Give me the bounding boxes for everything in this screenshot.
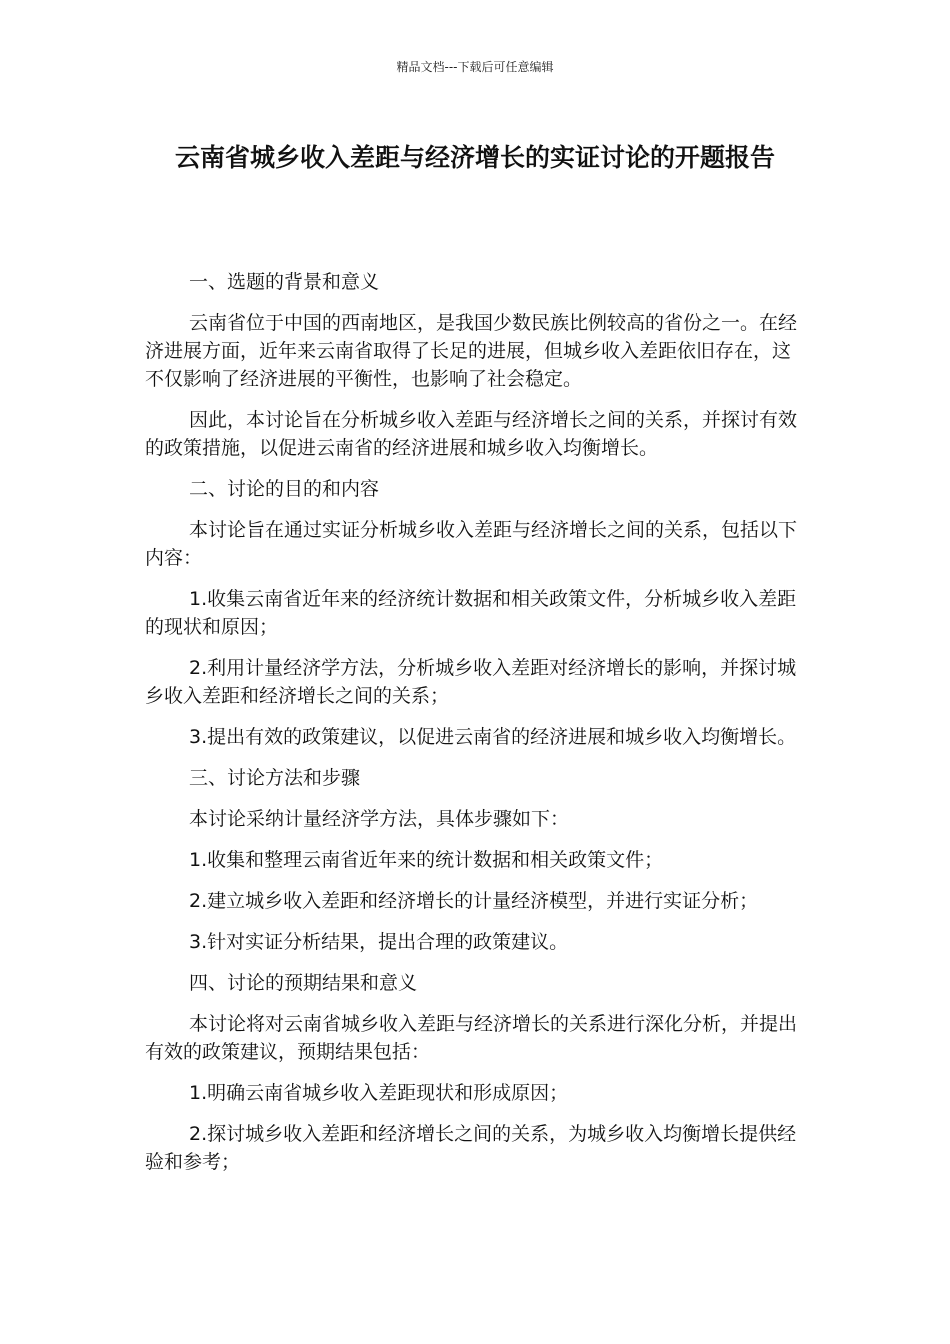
list-item: 1.明确云南省城乡收入差距现状和形成原因； <box>189 1082 569 1104</box>
paragraph: 本讨论将对云南省城乡收入差距与经济增长的关系进行深化分析，并提出有效的政策建议，预期结果包括： <box>145 1013 798 1063</box>
paragraph: 因此，本讨论旨在分析城乡收入差距与经济增长之间的关系，并探讨有效的政策措施，以促进云南省的经济进展和城乡收入均衡增长。 <box>145 409 798 459</box>
paragraph: 云南省位于中国的西南地区，是我国少数民族比例较高的省份之一。在经济进展方面，近年来云南省取得了长足的进展，但城乡收入差距依旧存在，这不仅影响了经济进展的平衡性，也影响了社会稳定。 <box>145 312 798 390</box>
list-item: 2.建立城乡收入差距和经济增长的计量经济模型，并进行实证分析； <box>189 890 759 912</box>
paragraph: 本讨论采纳计量经济学方法，具体步骤如下： <box>189 808 570 830</box>
section-heading-4: 四、讨论的预期结果和意义 <box>189 972 418 994</box>
list-item: 3.针对实证分析结果，提出合理的政策建议。 <box>189 931 569 953</box>
list-item: 2.利用计量经济学方法，分析城乡收入差距对经济增长的影响，并探讨城乡收入差距和经济增长之间的关系； <box>145 657 797 707</box>
list-item: 3.提出有效的政策建议，以促进云南省的经济进展和城乡收入均衡增长。 <box>189 726 797 748</box>
list-item: 1.收集云南省近年来的经济统计数据和相关政策文件，分析城乡收入差距的现状和原因； <box>145 588 797 638</box>
paragraph: 本讨论旨在通过实证分析城乡收入差距与经济增长之间的关系，包括以下内容： <box>145 519 798 569</box>
section-heading-1: 一、选题的背景和意义 <box>189 271 380 293</box>
document-body <box>145 268 805 1189</box>
section-heading-2: 二、讨论的目的和内容 <box>189 478 380 500</box>
header-note: 精品文档---下载后可任意编辑 <box>396 60 554 74</box>
section-heading-3: 三、讨论方法和步骤 <box>189 767 361 789</box>
document-title: 云南省城乡收入差距与经济增长的实证讨论的开题报告 <box>174 143 775 172</box>
list-item: 1.收集和整理云南省近年来的统计数据和相关政策文件； <box>189 849 664 871</box>
list-item: 2.探讨城乡收入差距和经济增长之间的关系，为城乡收入均衡增长提供经验和参考； <box>145 1123 797 1173</box>
